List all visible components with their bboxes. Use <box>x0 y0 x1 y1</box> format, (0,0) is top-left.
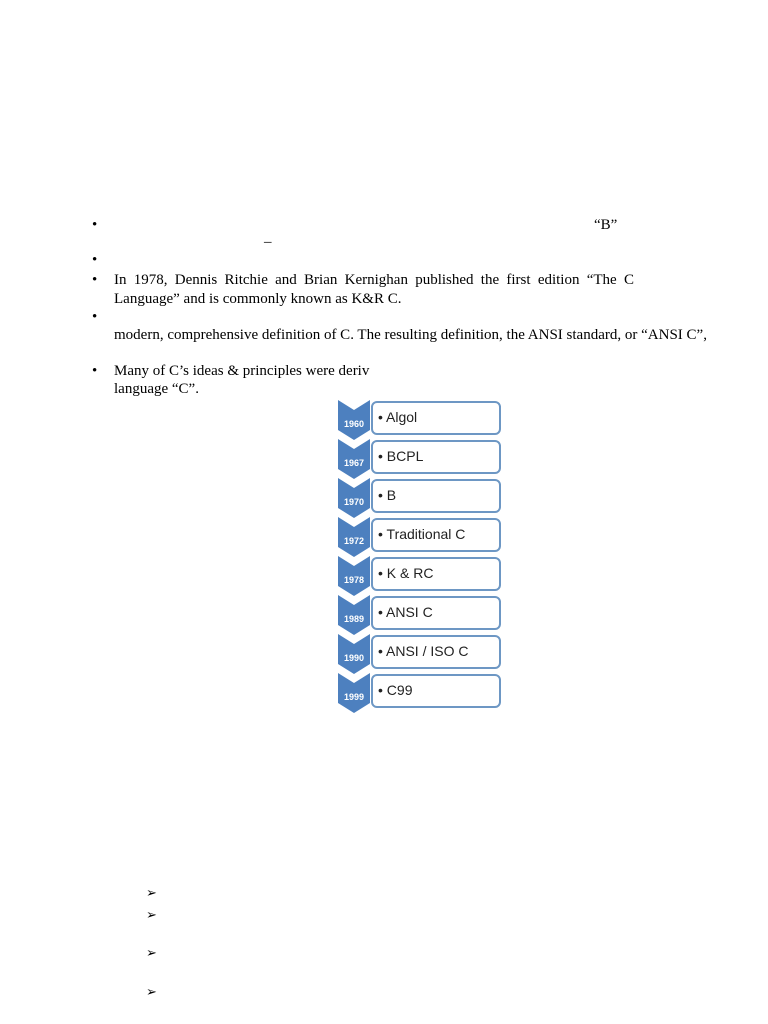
timeline-year: 1960 <box>343 419 365 429</box>
bullet-3-line2: Language” and is commonly known as K&R C. <box>114 291 402 307</box>
bullet-1-right-fragment: “B” <box>594 217 618 233</box>
bullet-marker-2: • <box>92 252 98 268</box>
bullet-marker-5: • <box>92 363 98 379</box>
bullet-marker-1: • <box>92 217 98 233</box>
timeline-entry-label: • ANSI C <box>378 604 433 620</box>
timeline-year: 1967 <box>343 458 365 468</box>
timeline-year: 1972 <box>343 536 365 546</box>
bullet-marker-3: • <box>92 272 98 288</box>
timeline-entry-label: • ANSI / ISO C <box>378 643 469 659</box>
timeline-entry-label: • K & RC <box>378 565 434 581</box>
bullet-1-line2-fragment: – <box>264 234 272 250</box>
bullet-3-line1: In 1978, Dennis Ritchie and Brian Kernighan published the first edition “The C <box>114 272 634 288</box>
bullet-marker-4: • <box>92 309 98 325</box>
timeline-entry-label: • BCPL <box>378 448 424 464</box>
timeline-entry-label: • Traditional C <box>378 526 466 542</box>
timeline-entry-label: • C99 <box>378 682 413 698</box>
timeline-entry-label: • B <box>378 487 397 503</box>
c-history-timeline <box>330 396 510 731</box>
arrow-bullet-marker-4: ➢ <box>146 984 157 999</box>
arrow-bullet-marker-3: ➢ <box>146 945 157 960</box>
timeline-year: 1978 <box>343 575 365 585</box>
timeline-year: 1970 <box>343 497 365 507</box>
arrow-bullet-marker-2: ➢ <box>146 907 157 922</box>
timeline-year: 1989 <box>343 614 365 624</box>
timeline-year: 1999 <box>343 692 365 702</box>
timeline-year: 1990 <box>343 653 365 663</box>
arrow-bullet-marker-1: ➢ <box>146 885 157 900</box>
bullet-5-line2: language “C”. <box>114 381 199 397</box>
bullet-5-line1: Many of C’s ideas & principles were deriv <box>114 363 370 379</box>
timeline-entry-label: • Algol <box>378 409 418 425</box>
bullet-4-line2: modern, comprehensive definition of C. The resulting definition, the ANSI standard, or “ANSI C”, <box>114 327 707 343</box>
